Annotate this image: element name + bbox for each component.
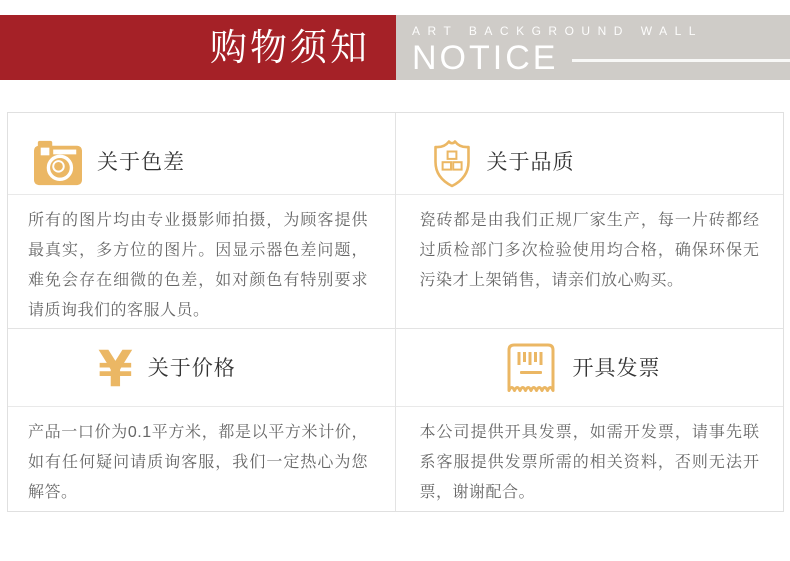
- section-color-difference: [8, 113, 396, 329]
- shield-icon: [432, 137, 472, 189]
- horizontal-rule: [572, 59, 790, 62]
- banner-title-block: [0, 15, 396, 80]
- section-body-text: 本公司提供开具发票，如需开发票，请事先联系客服提供发票所需的相关资料，否则无法开票，谢谢配合。: [419, 424, 760, 501]
- section-invoice: [396, 329, 784, 511]
- section-title: 关于色差: [97, 151, 185, 174]
- section-title: 关于价格: [147, 357, 236, 380]
- banner-subtitle-block: [396, 15, 790, 80]
- section-header: [8, 329, 395, 407]
- receipt-icon: [504, 341, 558, 397]
- yen-icon: ¥: [98, 339, 133, 398]
- section-body-text: 产品一口价为0.1平方米，都是以平方米计价，如有任何疑问请质询客服，我们一定热心为您解答。: [28, 424, 368, 501]
- section-header: [396, 329, 784, 407]
- page-title: 购物须知: [210, 27, 370, 68]
- section-body: [8, 195, 395, 326]
- section-price: [8, 329, 396, 511]
- section-body: [396, 407, 784, 508]
- notice-banner: [0, 15, 790, 80]
- banner-subtitle-row: [412, 40, 790, 76]
- section-title: 关于品质: [486, 151, 575, 174]
- banner-subtitle: NOTICE: [412, 39, 559, 77]
- section-body: [8, 407, 395, 508]
- section-quality: [396, 113, 784, 329]
- section-body-text: 瓷砖都是由我们正规厂家生产，每一片砖都经过质检部门多次检验使用均合格，确保环保无污染才上架销售，请亲们放心购买。: [419, 212, 760, 289]
- section-title: 开具发票: [572, 357, 661, 380]
- section-header: [8, 113, 395, 195]
- section-body: [396, 195, 784, 296]
- section-body-text: 所有的图片均由专业摄影师拍摄，为顾客提供最真实，多方位的图片。因显示器色差问题，难免会存在细微的色差，如对颜色有特别要求请质询我们的客服人员。: [28, 212, 368, 319]
- notice-board: [7, 112, 784, 512]
- section-header: [396, 113, 784, 195]
- banner-tagline: ART BACKGROUND WALL: [412, 24, 703, 38]
- camera-icon: [34, 140, 82, 186]
